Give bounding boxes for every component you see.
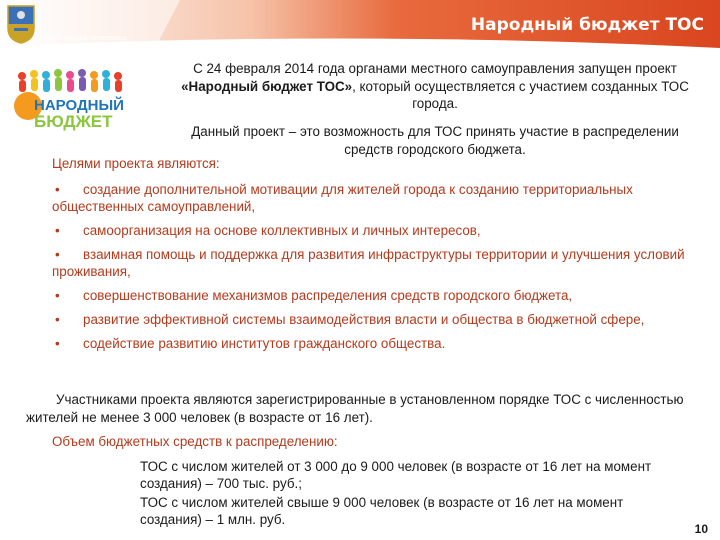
volume-heading: Объем бюджетных средств к распределению: xyxy=(52,434,338,449)
bullet-icon: • xyxy=(55,288,60,303)
goal-text: взаимная помощь и поддержка для развития инфраструктуры территории и улучшения условий проживания, xyxy=(52,247,685,279)
goal-text: совершенствование механизмов распределения средств городского бюджета, xyxy=(83,288,573,303)
goal-text: развитие эффективной системы взаимодействия власти и общества в бюджетной сфере, xyxy=(83,312,645,327)
slide-header xyxy=(0,0,720,58)
bullet-icon: • xyxy=(55,312,60,327)
goals-list xyxy=(52,181,692,359)
goal-text: создание дополнительной мотивации для жителей города к созданию территориальных общественных самоуправлений, xyxy=(52,182,633,214)
city-caption: Мэрия города Череповца xyxy=(40,35,127,42)
logo-line2: БЮДЖЕТ xyxy=(34,112,113,131)
participants-paragraph: Участниками проекта являются зарегистрированные в установленном порядке ТОС с численностью жителей не менее 3 000 человек (в возрасте от 16 лет). xyxy=(26,392,684,425)
goal-text: самоорганизация на основе коллективных и личных интересов, xyxy=(83,223,481,238)
goal-item xyxy=(52,222,692,239)
logo-line1: НАРОДНЫЙ xyxy=(34,97,124,114)
bullet-icon: • xyxy=(55,182,60,197)
funding-tier-large: ТОС с числом жителей свыше 9 000 человек (в возрасте от 16 лет на момент создания) – 1 млн. руб. xyxy=(140,495,624,527)
intro-text-end: , который осуществляется с участием созданных ТОС города. xyxy=(352,78,689,111)
slide-title: Народный бюджет ТОС xyxy=(470,15,704,35)
goal-item xyxy=(52,311,692,328)
bullet-icon: • xyxy=(55,336,60,351)
project-logo xyxy=(8,66,140,132)
funding-tier-small: ТОС с числом жителей от 3 000 до 9 000 человек (в возрасте от 16 лет на момент создания) – 700 тыс. руб.; xyxy=(140,459,652,491)
goal-text: содействие развитию институтов гражданского общества. xyxy=(83,336,446,351)
intro-project-name: «Народный бюджет ТОС» xyxy=(181,78,353,94)
project-description: Данный проект – это возможность для ТОС принять участие в распределении средств городского бюджета. xyxy=(191,124,679,157)
goals-heading: Целями проекта являются: xyxy=(52,156,220,171)
page-number: 10 xyxy=(694,522,708,536)
goal-item xyxy=(52,287,692,304)
goal-item xyxy=(52,335,692,352)
city-coat-of-arms-icon xyxy=(6,4,36,44)
intro-text-start: С 24 февраля 2014 года органами местного самоуправления запущен проект xyxy=(193,61,677,76)
bullet-icon: • xyxy=(55,247,60,262)
bullet-icon: • xyxy=(55,223,60,238)
intro-paragraph xyxy=(160,60,710,113)
goal-item xyxy=(52,181,692,215)
people-crowd-logo-icon xyxy=(8,66,140,132)
goal-item xyxy=(52,246,692,280)
